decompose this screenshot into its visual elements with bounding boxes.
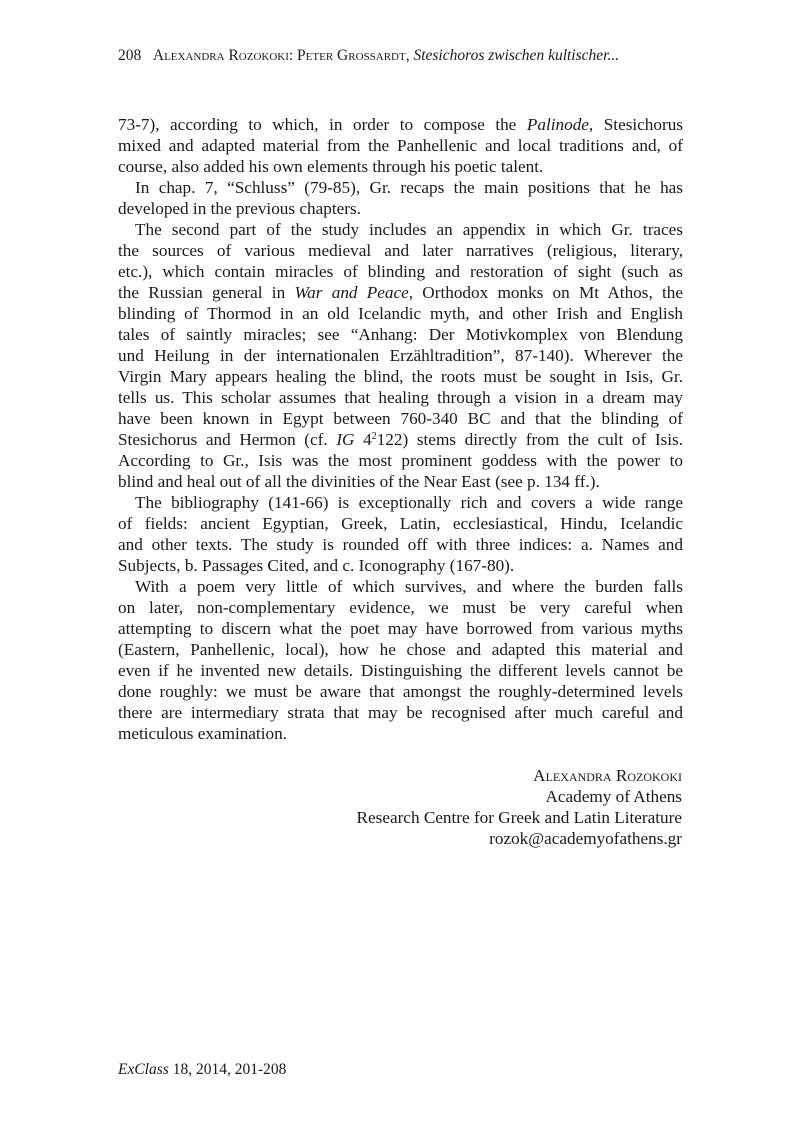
text-run: The bibliography (141-66) is exceptionally rich and covers a wide range: [135, 493, 683, 512]
research-centre: Research Centre for Greek and Latin Literature: [356, 808, 682, 827]
text-run: Subjects, b. Passages Cited, and c. Iconography (167-80).: [118, 556, 515, 575]
review-body: [118, 114, 683, 744]
institution: Academy of Athens: [545, 787, 682, 806]
text-run: etc.), which contain miracles of blinding and restoration of sight (such as: [118, 262, 683, 281]
text-run: even if he invented new details. Distinguishing the different levels cannot be: [118, 661, 683, 680]
italic-text: IG: [336, 430, 355, 449]
text-line: [118, 681, 683, 702]
signature-block: [357, 765, 682, 849]
text-line: [118, 450, 683, 471]
text-line: [118, 303, 683, 324]
text-run: In chap. 7, “Schluss” (79-85), Gr. recaps the main positions that he has: [135, 178, 683, 197]
text-line: [118, 156, 683, 177]
text-line: [118, 534, 683, 555]
text-run: (Eastern, Panhellenic, local), how he chose and adapted this material and: [118, 640, 683, 659]
superscript: 2: [371, 431, 377, 442]
text-line: [118, 576, 683, 597]
text-run: have been known in Egypt between 760-340 BC and that the blinding of: [118, 409, 683, 428]
author-email[interactable]: rozok@academyofathens.gr: [489, 829, 682, 848]
text-run: According to Gr., Isis was the most prominent goddess with the power to: [118, 451, 683, 470]
page-number: 208: [118, 47, 142, 64]
running-header: [118, 47, 619, 65]
text-line: [118, 429, 683, 450]
paragraph: [118, 177, 683, 219]
text-line: [118, 471, 683, 492]
text-run: the sources of various medieval and later narratives (religious, literary,: [118, 241, 683, 260]
text-run: tells us. This scholar assumes that healing through a vision in a dream may: [118, 388, 683, 407]
text-run: 73-7), according to which, in order to compose the: [118, 115, 527, 134]
text-run: blind and heal out of all the divinities of the Near East (see p. 134 ff.).: [118, 472, 600, 491]
author-name: Alexandra Rozokoki: [533, 766, 682, 785]
text-run: 122) stems directly from the cult of Isis.: [376, 430, 683, 449]
text-line: [118, 282, 683, 303]
text-line: [118, 492, 683, 513]
text-line: [118, 702, 683, 723]
text-run: tales of saintly miracles; see “Anhang: Der Motivkomplex von Blendung: [118, 325, 683, 344]
text-run: there are intermediary strata that may be recognised after much careful and: [118, 703, 683, 722]
text-run: , Orthodox monks on Mt Athos, the: [408, 283, 684, 302]
text-run: done roughly: we must be aware that amongst the roughly-determined levels: [118, 682, 683, 701]
paragraph: [118, 492, 683, 576]
text-line: [118, 177, 683, 198]
text-line: [118, 618, 683, 639]
text-run: of fields: ancient Egyptian, Greek, Latin, ecclesiastical, Hindu, Icelandic: [118, 514, 683, 533]
text-line: [118, 555, 683, 576]
text-run: course, also added his own elements through his poetic talent.: [118, 157, 544, 176]
text-run: attempting to discern what the poet may have borrowed from various myths: [118, 619, 683, 638]
italic-text: Palinode: [526, 115, 589, 134]
text-line: [118, 366, 683, 387]
text-line: [118, 513, 683, 534]
header-title: Stesichoros zwischen kultischer...: [413, 47, 620, 64]
text-line: [118, 198, 683, 219]
text-run: on later, non-complementary evidence, we must be very careful when: [118, 598, 683, 617]
paragraph: [118, 576, 683, 744]
text-run: Virgin Mary appears healing the blind, the roots must be sought in Isis, Gr.: [118, 367, 683, 386]
header-authors: Alexandra Rozokoki: Peter Grossardt,: [152, 47, 410, 64]
text-line: [118, 240, 683, 261]
text-run: 4: [354, 430, 372, 449]
text-line: [118, 597, 683, 618]
journal-citation: 18, 2014, 201-208: [168, 1061, 287, 1078]
text-line: [118, 408, 683, 429]
text-line: [118, 261, 683, 282]
text-run: mixed and adapted material from the Panhellenic and local traditions and, of: [118, 136, 683, 155]
text-line: [118, 345, 683, 366]
text-line: [118, 135, 683, 156]
text-line: [118, 219, 683, 240]
text-line: [118, 639, 683, 660]
text-run: developed in the previous chapters.: [118, 199, 361, 218]
text-run: blinding of Thormod in an old Icelandic myth, and other Irish and English: [118, 304, 683, 323]
page-footer: [118, 1061, 286, 1079]
italic-text: War and Peace: [294, 283, 409, 302]
journal-name: ExClass: [118, 1061, 169, 1078]
text-run: meticulous examination.: [118, 724, 287, 743]
text-line: [118, 387, 683, 408]
paragraph: [118, 219, 683, 492]
text-line: [118, 114, 683, 135]
text-run: the Russian general in: [118, 283, 295, 302]
text-run: , Stesichorus: [588, 115, 684, 134]
text-run: und Heilung in der internationalen Erzähltradition”, 87-140). Wherever the: [118, 346, 683, 365]
text-run: Stesichorus and Hermon (cf.: [118, 430, 337, 449]
paragraph: [118, 114, 683, 177]
text-line: [118, 723, 683, 744]
text-run: The second part of the study includes an appendix in which Gr. traces: [135, 220, 683, 239]
text-line: [118, 660, 683, 681]
text-run: With a poem very little of which survives, and where the burden falls: [135, 577, 683, 596]
text-line: [118, 324, 683, 345]
text-run: and other texts. The study is rounded off with three indices: a. Names and: [118, 535, 683, 554]
